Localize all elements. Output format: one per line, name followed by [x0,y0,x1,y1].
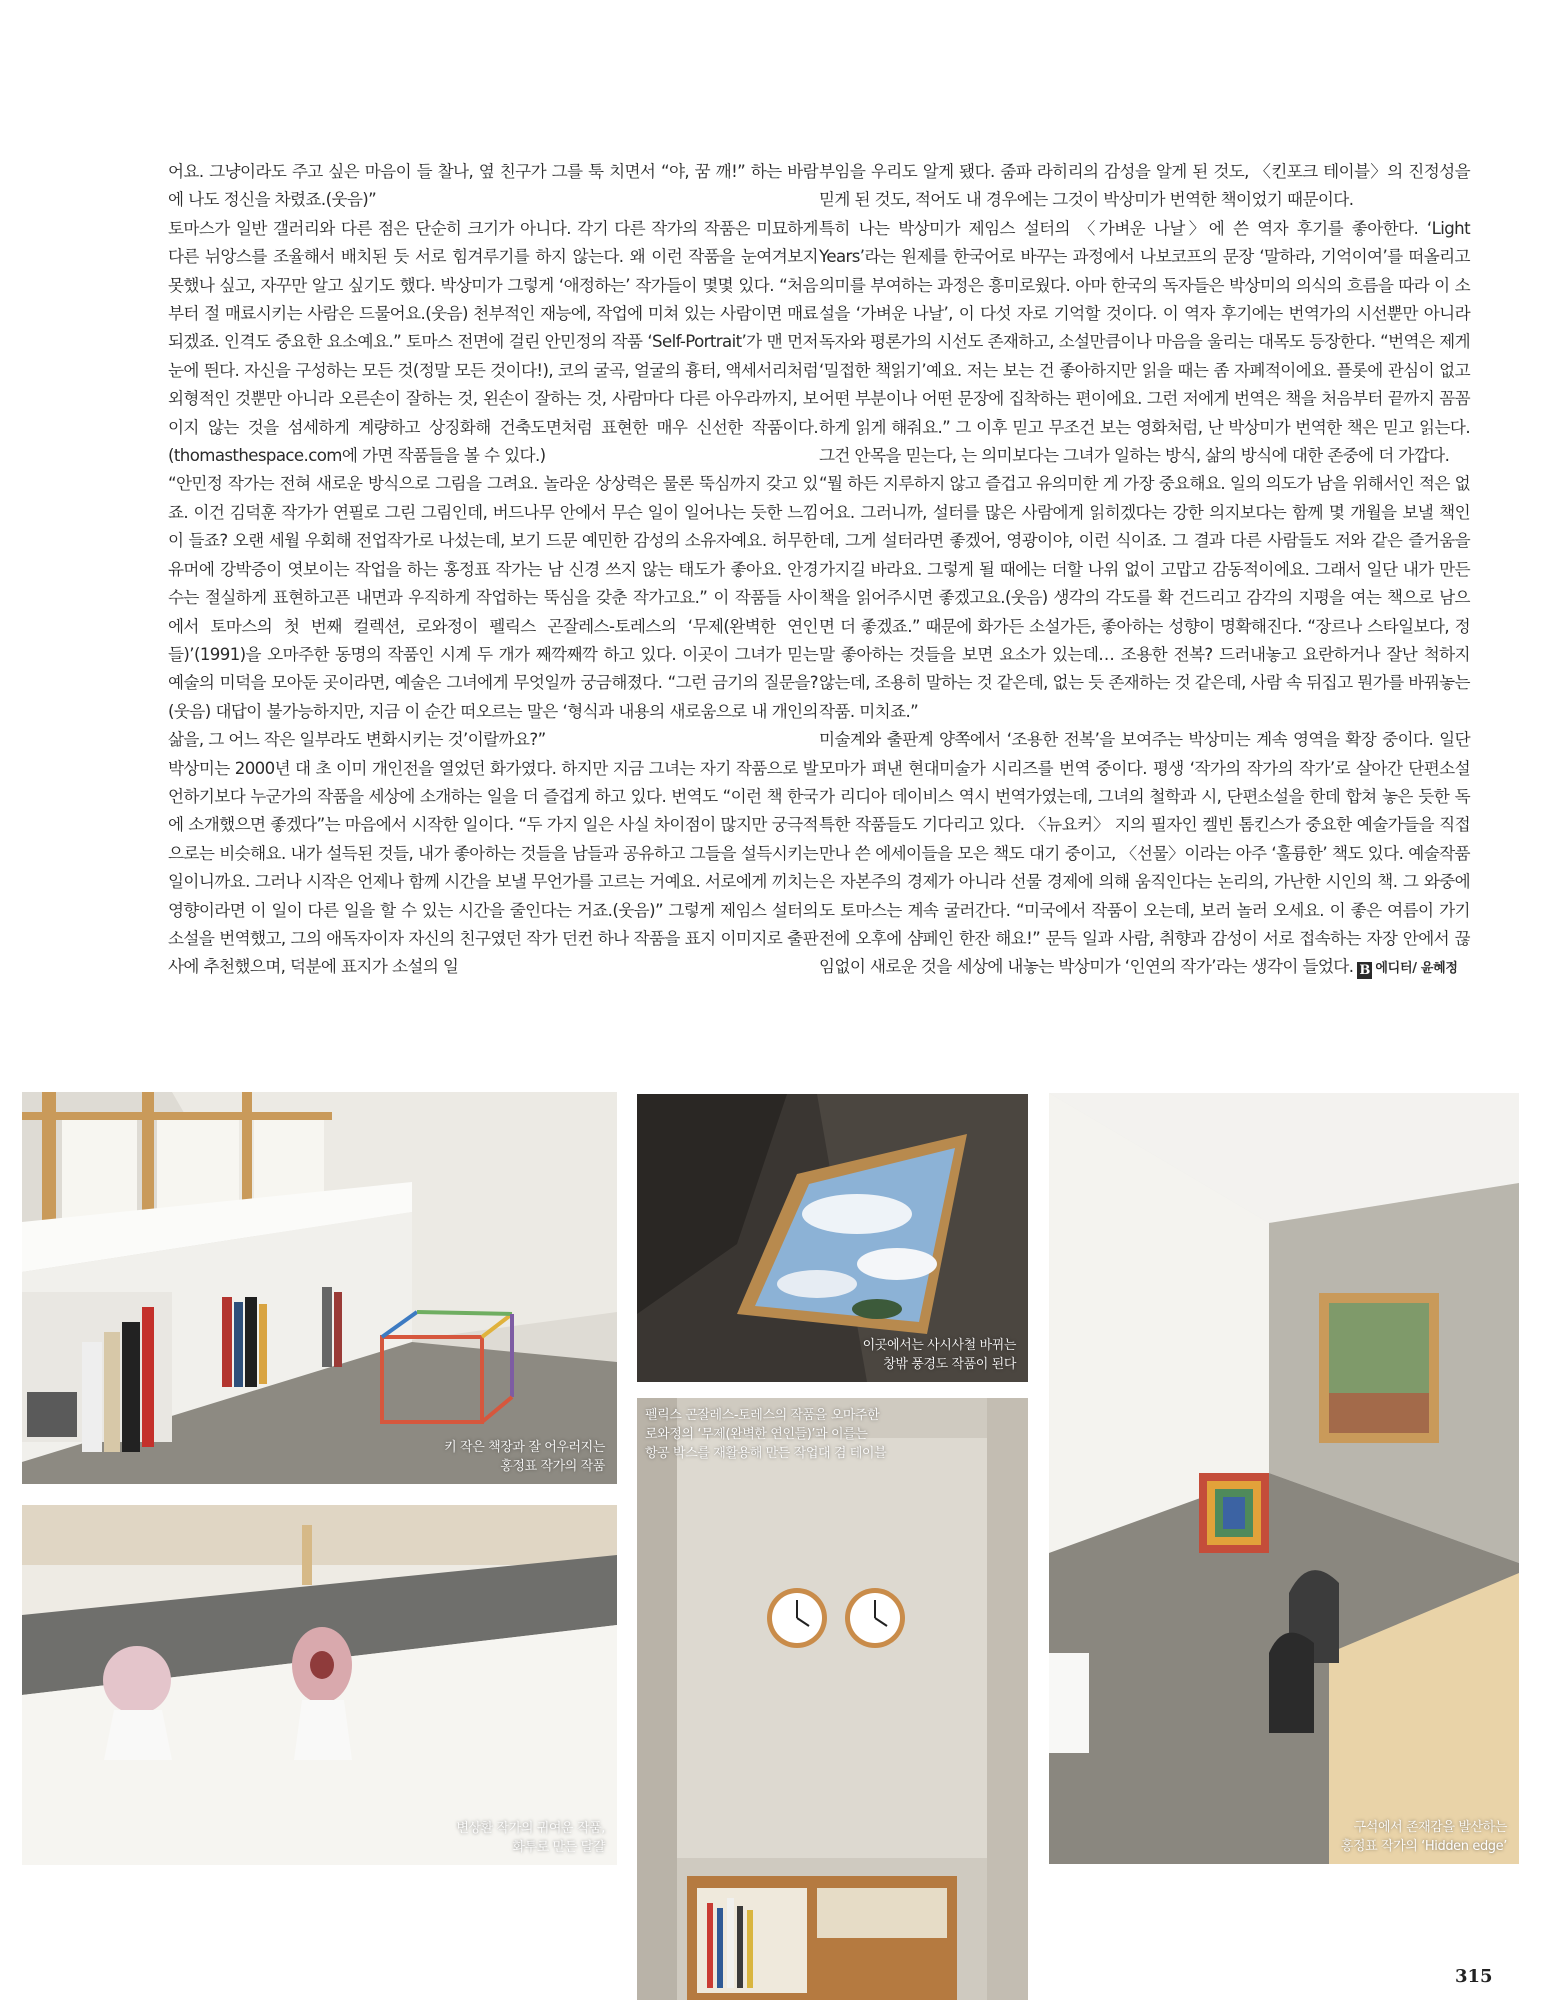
article-paragraph: “뭘 하든 지루하지 않고 즐겁고 유의미한 게 가장 중요해요. 일의 의도가 남을 위해서인 적은 없어요. 그러니까, 설터를 많은 사람에게 읽히겠다는 강한 의지보다는 함께 몇 개월을 보낼 책인데, 그게 설터라면 좋겠어, 영광이야, 이런 식이죠. 그 결과 다른 사람들도 저와 같은 즐거움을 가지길 바라요. 그렇게 될 때에는 더할 나위 없이 고맙고 감동적이에요. 그래서 일단 내가 만든 책을 읽어주시면 좋겠고요.(웃음) 생각의 각도를 확 건드리고 감각의 지평을 여는 책으로 남으면 더 좋겠죠.” 때문에 화가든 소설가든, 좋아하는 성향이 명확해진다. “장르나 스타일보다, 정말 좋아하는 것들을 보면 요소가 있는데… 조용한 전복? 드러내놓고 요란하거나 잘난 척하지 않는데, 조용히 말하는 것 같은데, 없는 듯 존재하는 것 같은데, 사람 속 뒤집고 뭔가를 바꿔놓는 작품. 미치죠.” [819,474,1470,721]
article-paragraph-last [819,726,1470,984]
article-paragraph: 부임을 우리도 알게 됐다. 줌파 라히리의 감성을 알게 된 것도, 〈킨포크 테이블〉의 진정성을 믿게 된 것도, 적어도 내 경우에는 그것이 박상미가 번역한 책이었기 때문이다. [819,162,1470,210]
photo-figurines [22,1505,617,1865]
magazine-logo-mark: B [1359,963,1371,979]
figurines-illustration [22,1505,617,1865]
photo-bookshelf [22,1092,617,1484]
photo-caption: 변상환 작가의 귀여운 작품, 화투로 만든 달걀 [456,1821,605,1855]
photo-caption: 이곳에서는 사시사철 바뀌는 창밖 풍경도 작품이 된다 [862,1338,1016,1372]
photo-window [637,1094,1028,1382]
article-paragraph: 박상미는 2000년 대 초 이미 개인전을 열었던 화가였다. 하지만 지금 그녀는 자기 작품으로 발언하기보다 누군가의 작품을 세상에 소개하는 일을 더 즐겁게 하고 있다. 번역도 “이런 책 한국에 소개했으면 좋겠다”는 마음에서 시작한 일이다. “두 가지 일은 사실 차이점이 많지만 궁극적으로는 비슷해요. 내가 설득된 것들, 내가 좋아하는 것들을 남들과 공유하고 그들을 설득시키는 일이니까요. 그러나 시작은 언제나 함께 시간을 보낼 무언가를 고르는 거예요. 서로에게 끼치는 영향이라면 이 일이 다른 일을 할 수 있는 시간을 줄인다는 거죠.(웃음)” 그렇게 제임스 설터의 소설을 번역했고, 그의 애독자이자 자신의 친구였던 작가 던컨 하나 작품을 표지 이미지로 출판사에 추천했으며, 덕분에 표지가 소설의 일 [168,758,818,977]
article-paragraph: 토마스가 일반 갤러리와 다른 점은 단순히 크기가 아니다. 각기 다른 작가의 작품은 미묘하게 다른 뉘앙스를 조율해서 배치된 듯 서로 힘겨루기를 하지 않는다. 왜 이런 작품을 눈여겨보지 못했나 싶고, 자꾸만 알고 싶기도 했다. 박상미가 그렇게 ‘애정하는’ 작가들이 몇몇 있다. “처음부터 절 매료시키는 사람은 드물어요.(웃음) 천부적인 재능에, 작업에 미쳐 있는 사람이면 매료되겠죠. 인격도 중요한 요소예요.” 토마스 전면에 걸린 안민정의 작품 ‘Self-Portrait’가 맨 먼저 눈에 띈다. 자신을 구성하는 모든 것(정말 모든 것이다!), 코의 굴곡, 얼굴의 흉터, 액세서리처럼 외형적인 것뿐만 아니라 오른손이 잘하는 것, 왼손이 잘하는 것, 사람마다 다른 아우라까지, 보이지 않는 것을 섬세하게 계량하고 상징화해 건축도면처럼 표현한 매우 신선한 작품이다.(thomasthespace.com에 가면 작품들을 볼 수 있다.) [168,218,818,466]
article-column-right [819,158,1470,984]
photo-caption: 키 작은 책장과 잘 어우러지는 홍정표 작가의 작품 [444,1440,605,1474]
editor-credit: 에디터/ 윤혜정 [1375,961,1458,977]
article-paragraph: 어요. 그냥이라도 주고 싶은 마음이 들 찰나, 옆 친구가 그를 툭 치면서 “야, 꿈 깨!” 하는 바람에 나도 정신을 차렸죠.(웃음)” [168,162,818,210]
page-number: 315 [1455,1966,1493,1987]
photo-caption: 펠릭스 곤잘레스-토레스의 작품을 오마주한 로와정의 ‘무제(완벽한 연인들)’과 이를는 항공 박스를 재활용해 만든 작업대 겸 테이블 [645,1408,887,1461]
room-illustration [1049,1093,1519,1864]
article-paragraph: 미술계와 출판계 양쪽에서 ‘조용한 전복’을 보여주는 박상미는 계속 영역을 확장 중이다. 일단 모마가 펴낸 현대미술가 시리즈를 번역 중이다. 평생 ‘작가의 작가의 작가’로 살아간 단편소설가 리디아 데이비스 역시 번역가였는데, 그녀의 철학과 시, 단편소설을 한데 합쳐 놓은 듯한 독특한 작품들도 기다리고 있다. 〈뉴요커〉 지의 필자인 켈빈 톰킨스가 중요한 예술가들을 직접 만나 쓴 에세이들을 모은 책도 대기 중이고, 〈선물〉이라는 아주 ‘훌륭한’ 책도 있다. 예술작품은 자본주의 경제가 아니라 선물 경제에 의해 움직인다는 논리의, 가난한 시인의 책. 그 와중에도 토마스는 계속 굴러간다. “미국에서 작품이 오는데, 보러 놀러 오세요. 이 좋은 여름이 가기 전에 오후에 샴페인 한잔 해요!” 문득 일과 사람, 취향과 감성이 서로 접속하는 자장 안에서 끊임없이 새로운 것을 세상에 내놓는 박상미가 ‘인연의 작가’라는 생각이 들었다. [819,730,1470,977]
wall-clocks-illustration [637,1398,1028,2000]
article-column-left [168,158,818,982]
photo-caption: 구석에서 존재감을 발산하는 홍정표 작가의 ‘Hidden edge’ [1340,1820,1507,1854]
photo-wall-clocks [637,1398,1028,2000]
article-paragraph: “안민정 작가는 전혀 새로운 방식으로 그림을 그려요. 놀라운 상상력은 물론 뚝심까지 갖고 있죠. 이건 김덕훈 작가가 연필로 그린 그림인데, 버드나무 안에서 무슨 일이 일어나는 듯한 느낌이 들죠? 오랜 세월 우회해 전업작가로 나섰는데, 보기 드문 예민한 감성의 소유자예요. 허무한 유머에 강박증이 엿보이는 작업을 하는 홍정표 작가는 남 신경 쓰지 않는 태도가 좋아요. 안경수는 절실하게 표현하고픈 내면과 우직하게 작업하는 뚝심을 갖춘 작가고요.” 이 작품들 사이에서 토마스의 첫 번째 컬렉션, 로와정이 펠릭스 곤잘레스-토레스의 ‘무제(완벽한 연인들)’(1991)을 오마주한 동명의 작품인 시계 두 개가 째깍째깍 하고 있다. 이곳이 그녀가 믿는 예술의 미덕을 모아둔 곳이라면, 예술은 그녀에게 무엇일까 궁금해졌다. “그런 금기의 질문을?(웃음) 대답이 불가능하지만, 지금 이 순간 떠오르는 말은 ‘형식과 내용의 새로움으로 내 개인의 삶을, 그 어느 작은 일부라도 변화시키는 것’이랄까요?” [168,474,818,750]
article-paragraph: 특히 나는 박상미가 제임스 설터의 〈가벼운 나날〉에 쓴 역자 후기를 좋아한다. ‘Light Years’라는 원제를 한국어로 바꾸는 과정에서 나보코프의 문장 ‘말하라, 기억이여’를 떠올리고 의미를 부여하는 과정은 흥미로웠다. 아마 한국의 독자들은 박상미의 의식의 흐름을 따라 이 소설을 ‘가벼운 나날’, 이 다섯 자로 기억할 것이다. 이 역자 후기에는 번역가의 시선뿐만 아니라 독자와 평론가의 시선도 존재하고, 소설만큼이나 마음을 울리는 대목도 등장한다. “번역은 제게 ‘밀접한 책읽기’예요. 저는 보는 건 좋아하지만 읽을 때는 좀 자폐적이에요. 플롯에 관심이 없고 어떤 부분이나 어떤 문장에 집착하는 편이에요. 그런 저에게 번역은 책을 처음부터 끝까지 꼼꼼하게 읽게 해줘요.” 그 이후 믿고 무조건 보는 영화처럼, 난 박상미가 번역한 책은 믿고 읽는다. 그건 안목을 믿는다, 는 의미보다는 그녀가 일하는 방식, 삶의 방식에 대한 존중에 더 가깝다. [819,218,1470,466]
photo-room [1049,1093,1519,1864]
bookshelf-illustration [22,1092,617,1484]
